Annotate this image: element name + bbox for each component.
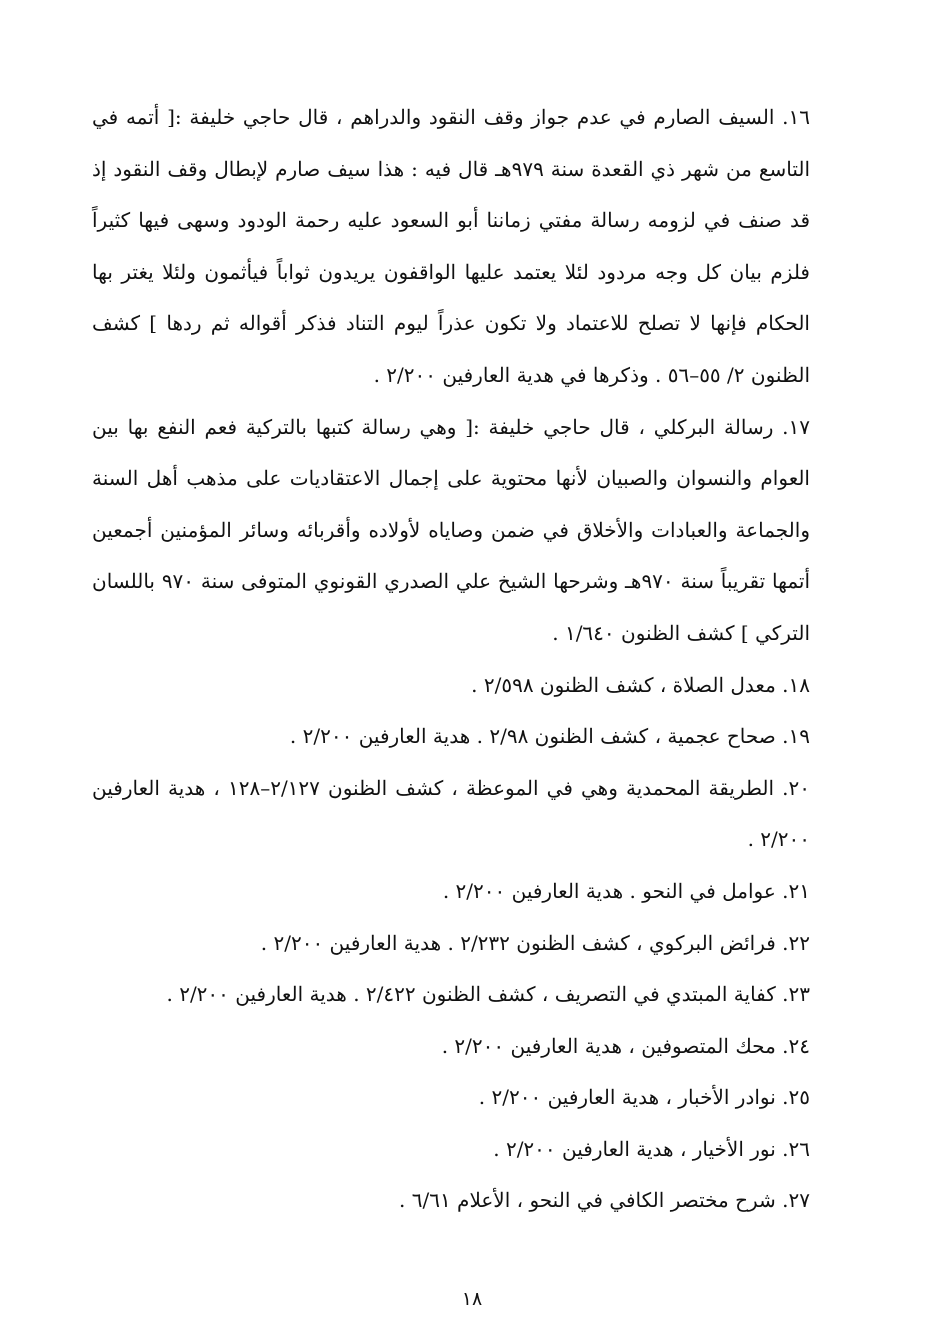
list-item-25: ٢٥. نوادر الأخبار ، هدية العارفين ٢/٢٠٠ . [478,1085,810,1110]
list-item-16: ١٦. السيف الصارم في عدم جواز وقف النقود والدراهم ، قال حاجي خليفة :[ أتمه في التاسع من شهر ذي القعدة سنة ٩٧٩هـ قال فيه : هذا سيف صارم لإبطال وقف النقود إذ قد صنف في لزومه رسالة مفتي زماننا أبو السعود عليه رحمة الودود وسهى فيها كثيراً فلزم بيان كل وجه مردود لئلا يعتمد عليها الواقفون يريدون ثواباً فيأثمون ولئلا يغتر بها الحكام فإنها لا تصلح للاعتماد ولا تكون عذراً ليوم التناد فذكر أقواله ثم ردها ] كشف الظنون ٢/ ٥٥–٥٦ . وذكرها في هدية العارفين ٢/٢٠٠ . [92,105,810,387]
list-item-26: ٢٦. نور الأخيار ، هدية العارفين ٢/٢٠٠ . [493,1136,810,1161]
list-item-21: ٢١. عوامل في النحو . هدية العارفين ٢/٢٠٠ . [442,878,810,903]
page-number: ١٨ [461,1288,483,1310]
list-item-20: ٢٠. الطريقة المحمدية وهي في الموعظة ، كشف الظنون ٢/١٢٧–١٢٨ ، هدية العارفين ٢/٢٠٠ . [92,775,810,852]
list-item-19: ١٩. صحاح عجمية ، كشف الظنون ٢/٩٨ . هدية العارفين ٢/٢٠٠ . [289,724,810,749]
list-item-23: ٢٣. كفاية المبتدي في التصريف ، كشف الظنون ٢/٤٢٢ . هدية العارفين ٢/٢٠٠ . [166,982,810,1007]
list-item-22: ٢٢. فرائض البركوي ، كشف الظنون ٢/٢٣٢ . هدية العارفين ٢/٢٠٠ . [260,930,810,955]
bibliography-list [92,92,810,1227]
list-item-24: ٢٤. محك المتصوفين ، هدية العارفين ٢/٢٠٠ . [441,1033,810,1058]
list-item-27: ٢٧. شرح مختصر الكافي في النحو ، الأعلام ٦/٦١ . [399,1188,810,1213]
list-item-17: ١٧. رسالة البركلي ، قال حاجي خليفة :[ وهي رسالة كتبها بالتركية فعم النفع بها بين العوام والنسوان والصبيان لأنها محتوية على إجمال الاعتقاديات على مذهب أهل السنة والجماعة والعبادات والأخلاق في ضمن وصاياه لأولاده وأقربائه وسائر المؤمنين أجمعين أتمها تقريباً سنة ٩٧٠هـ وشرحها الشيخ علي الصدري القونوي المتوفى سنة ٩٧٠ باللسان التركي ] كشف الظنون ١/٦٤٠ . [92,414,811,645]
list-item-18: ١٨. معدل الصلاة ، كشف الظنون ٢/٥٩٨ . [471,672,810,697]
